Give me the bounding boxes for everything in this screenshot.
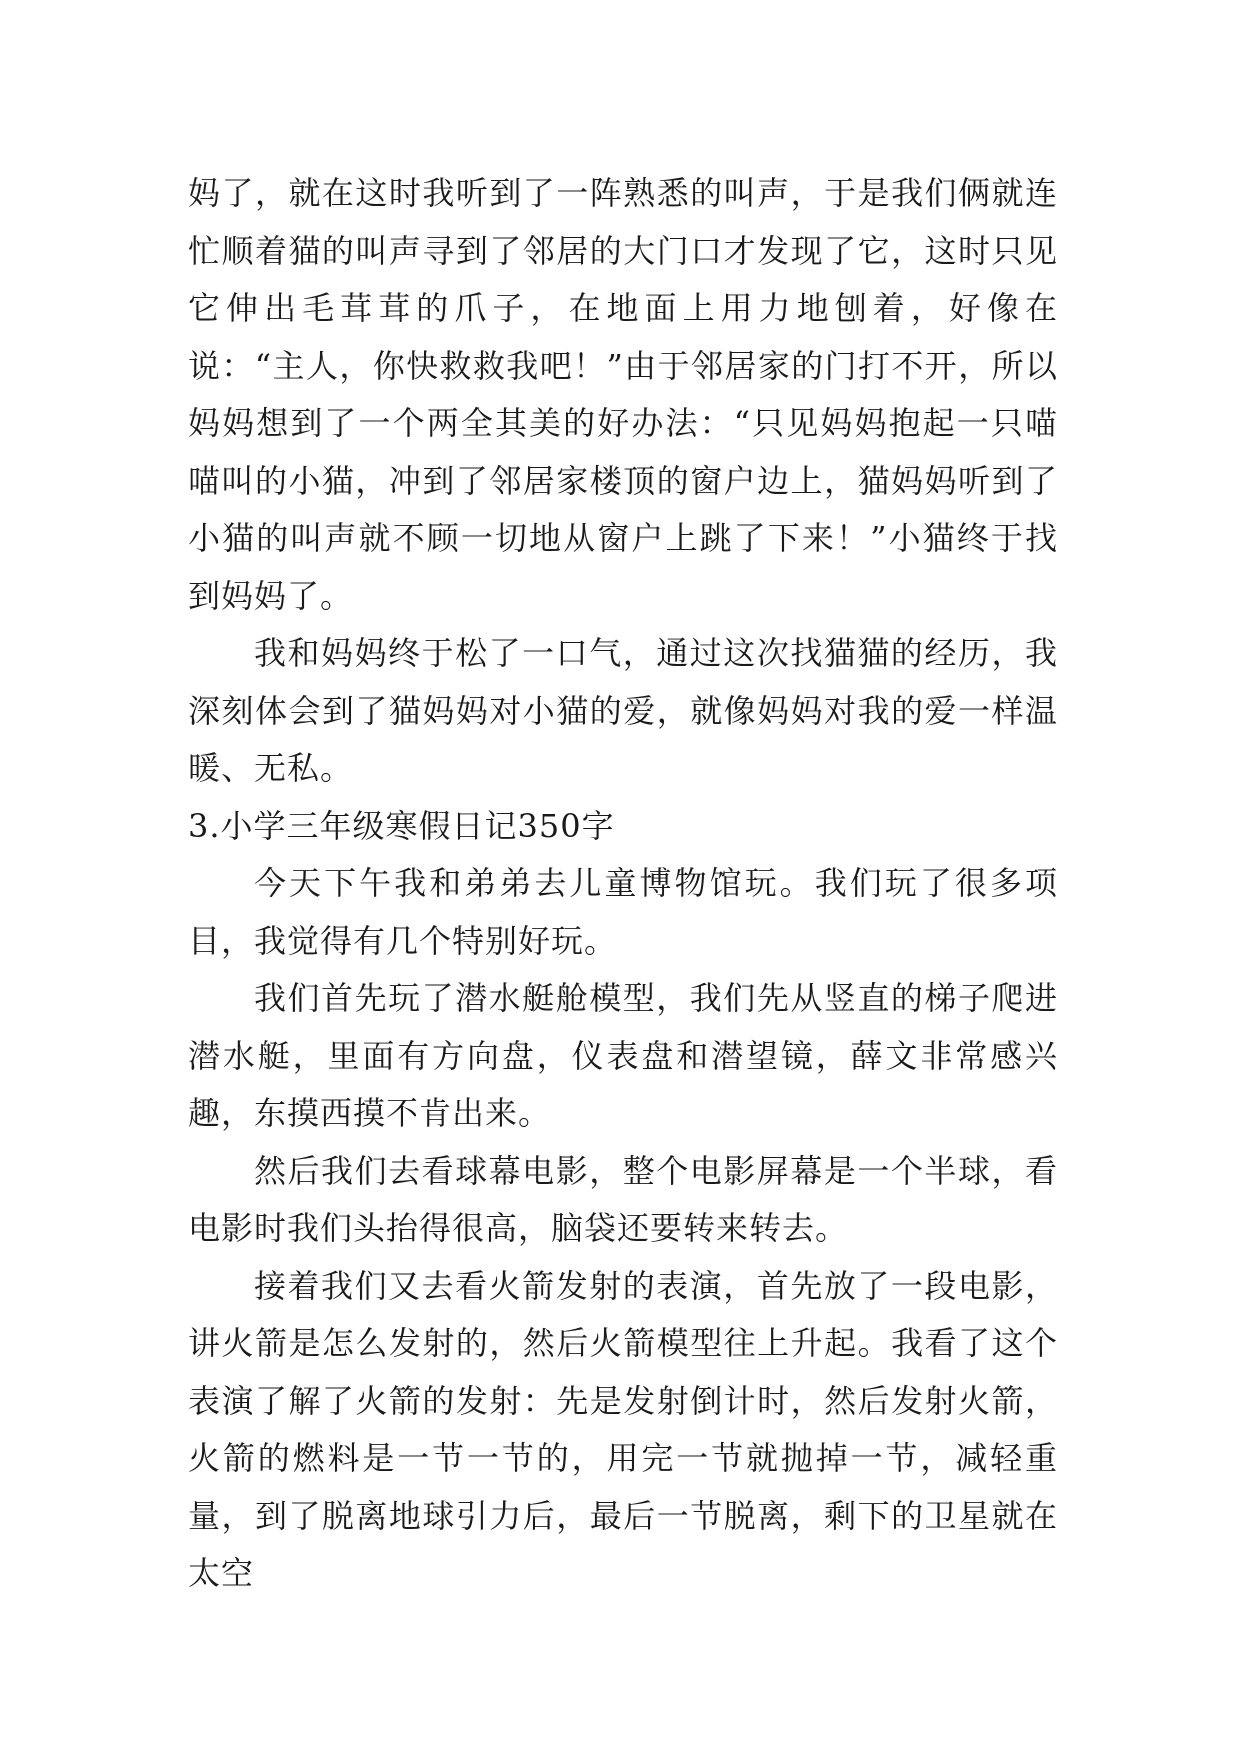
story-paragraph-conclusion: 我和妈妈终于松了一口气，通过这次找猫猫的经历，我深刻体会到了猫妈妈对小猫的爱，就像妈妈对我的爱一样温暖、无私。 <box>188 634 1058 787</box>
section-heading: 3.小学三年级寒假日记350字 <box>188 806 615 845</box>
story-paragraph-continuation: 妈了，就在这时我听到了一阵熟悉的叫声，于是我们俩就连忙顺着猫的叫声寻到了邻居的大门口才发现了它，这时只见它伸出毛茸茸的爪子，在地面上用力地刨着，好像在说：“主人，你快救救我吧！”由于邻居家的门打不开，所以妈妈想到了一个两全其美的好办法：“只见妈妈抱起一只喵喵叫的小猫，冲到了邻居家楼顶的窗户边上，猫妈妈听到了小猫的叫声就不顾一切地从窗户上跳了下来！”小猫终于找到妈妈了。 <box>188 174 1058 615</box>
diary-paragraph-submarine: 我们首先玩了潜水艇舱模型，我们先从竖直的梯子爬进潜水艇，里面有方向盘，仪表盘和潜望镜，薛文非常感兴趣，东摸西摸不肯出来。 <box>188 979 1058 1132</box>
document-body <box>188 165 1058 1603</box>
diary-paragraph-dome-movie: 然后我们去看球幕电影，整个电影屏幕是一个半球，看电影时我们头抬得很高，脑袋还要转来转去。 <box>188 1151 1058 1247</box>
diary-paragraph-intro: 今天下午我和弟弟去儿童博物馆玩。我们玩了很多项目，我觉得有几个特别好玩。 <box>188 864 1058 960</box>
diary-paragraph-rocket: 接着我们又去看火箭发射的表演，首先放了一段电影，讲火箭是怎么发射的，然后火箭模型往上升起。我看了这个表演了解了火箭的发射：先是发射倒计时，然后发射火箭，火箭的燃料是一节一节的，用完一节就抛掉一节，减轻重量，到了脱离地球引力后，最后一节脱离，剩下的卫星就在太空 <box>188 1266 1058 1592</box>
